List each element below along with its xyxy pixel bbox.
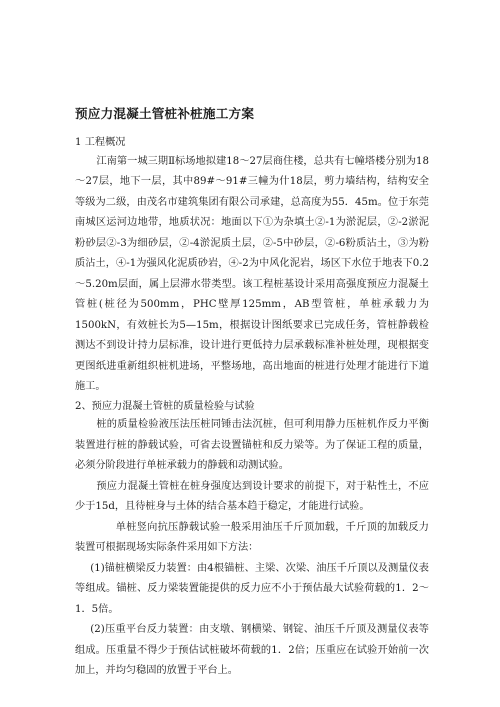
overview-paragraph: 江南第一城三期Ⅱ标场地拟建18～27层商住楼，总共有七幢塔楼分别为18～27层，地下一层，其中89#～91#三幢为什18层，剪力墙结构，结构安全等级为二级，由茂名市建筑集团有限公司承建，总高度为55．45m。位于东莞南城区运河边地带，地质状况：地面以下①为杂填土②-1为淤泥层，②-2淤泥粉砂层②-3为细砂层，②-4淤泥质土层，②-5中砂层，②-6粉质沾土，③为粉质沾土，④-1为强风化泥质砂岩，④-2为中风化泥岩，场区下水位于地表下0.2～5.20m层面，属上层滞水带类型。该工程桩基设计采用高强度预应力混凝土管桩(桩径为500mm，PHC壁厚125mm，AB型管桩，单桩承载力为1500kN，有效桩长为5—15m，根据设计图纸要求已完成任务，管桩静载检测达不到设计持力层标准，设计进行更低持力层承载标准补桩处理，现根据变更图纸进重新组织桩机进场，平整场地，高出地面的桩进行处理才能进行下道施工。 xyxy=(75,155,429,392)
reaction-method-1: (1)锚桩横梁反力装置：由4根锚桩、主梁、次梁、油压千斤顶以及测量仪表等组成。锚桩、反力梁装置能提供的反力应不小于预估最大试验荷载的1．2～1．5倍。 xyxy=(75,562,429,615)
section-heading-overview: 1 工程概况 xyxy=(75,137,126,148)
reaction-method-2: (2)压重平台反力装置：由支墩、钢横梁、钢锭、油压千斤顶及测量仪表等组成。压重量不得少于预估试桩破坏荷载的1．2倍；压重应在试验开始前一次加上，并均匀稳固的放置于平台上。 xyxy=(75,624,429,676)
section-heading-quality: 2、预应力混凝土管桩的质量检验与试验 xyxy=(75,400,255,412)
quality-paragraph-2: 预应力混凝土管桩在桩身强度达到设计要求的前提下，对于粘性土，不应少于15d，且待桩身与土体的结合基本趋于稳定，才能进行试验。 xyxy=(75,480,429,512)
document-body xyxy=(75,103,429,682)
document-title: 预应力混凝土管桩补桩施工方案 xyxy=(75,106,255,121)
quality-paragraph-3: 单桩竖向抗压静载试验一般采用油压千斤顶加载，千斤顶的加载反力装置可根据现场实际条件采用如下方法： xyxy=(75,521,429,553)
quality-paragraph-1: 桩的质量检验液压法压桩同锤击法沉桩，但可利用静力压桩机作反力平衡装置进行桩的静载试验，可省去设置锚桩和反力梁等。为了保证工程的质量，必须分阶段进行单桩承载力的静载和动测试验。 xyxy=(75,419,429,471)
